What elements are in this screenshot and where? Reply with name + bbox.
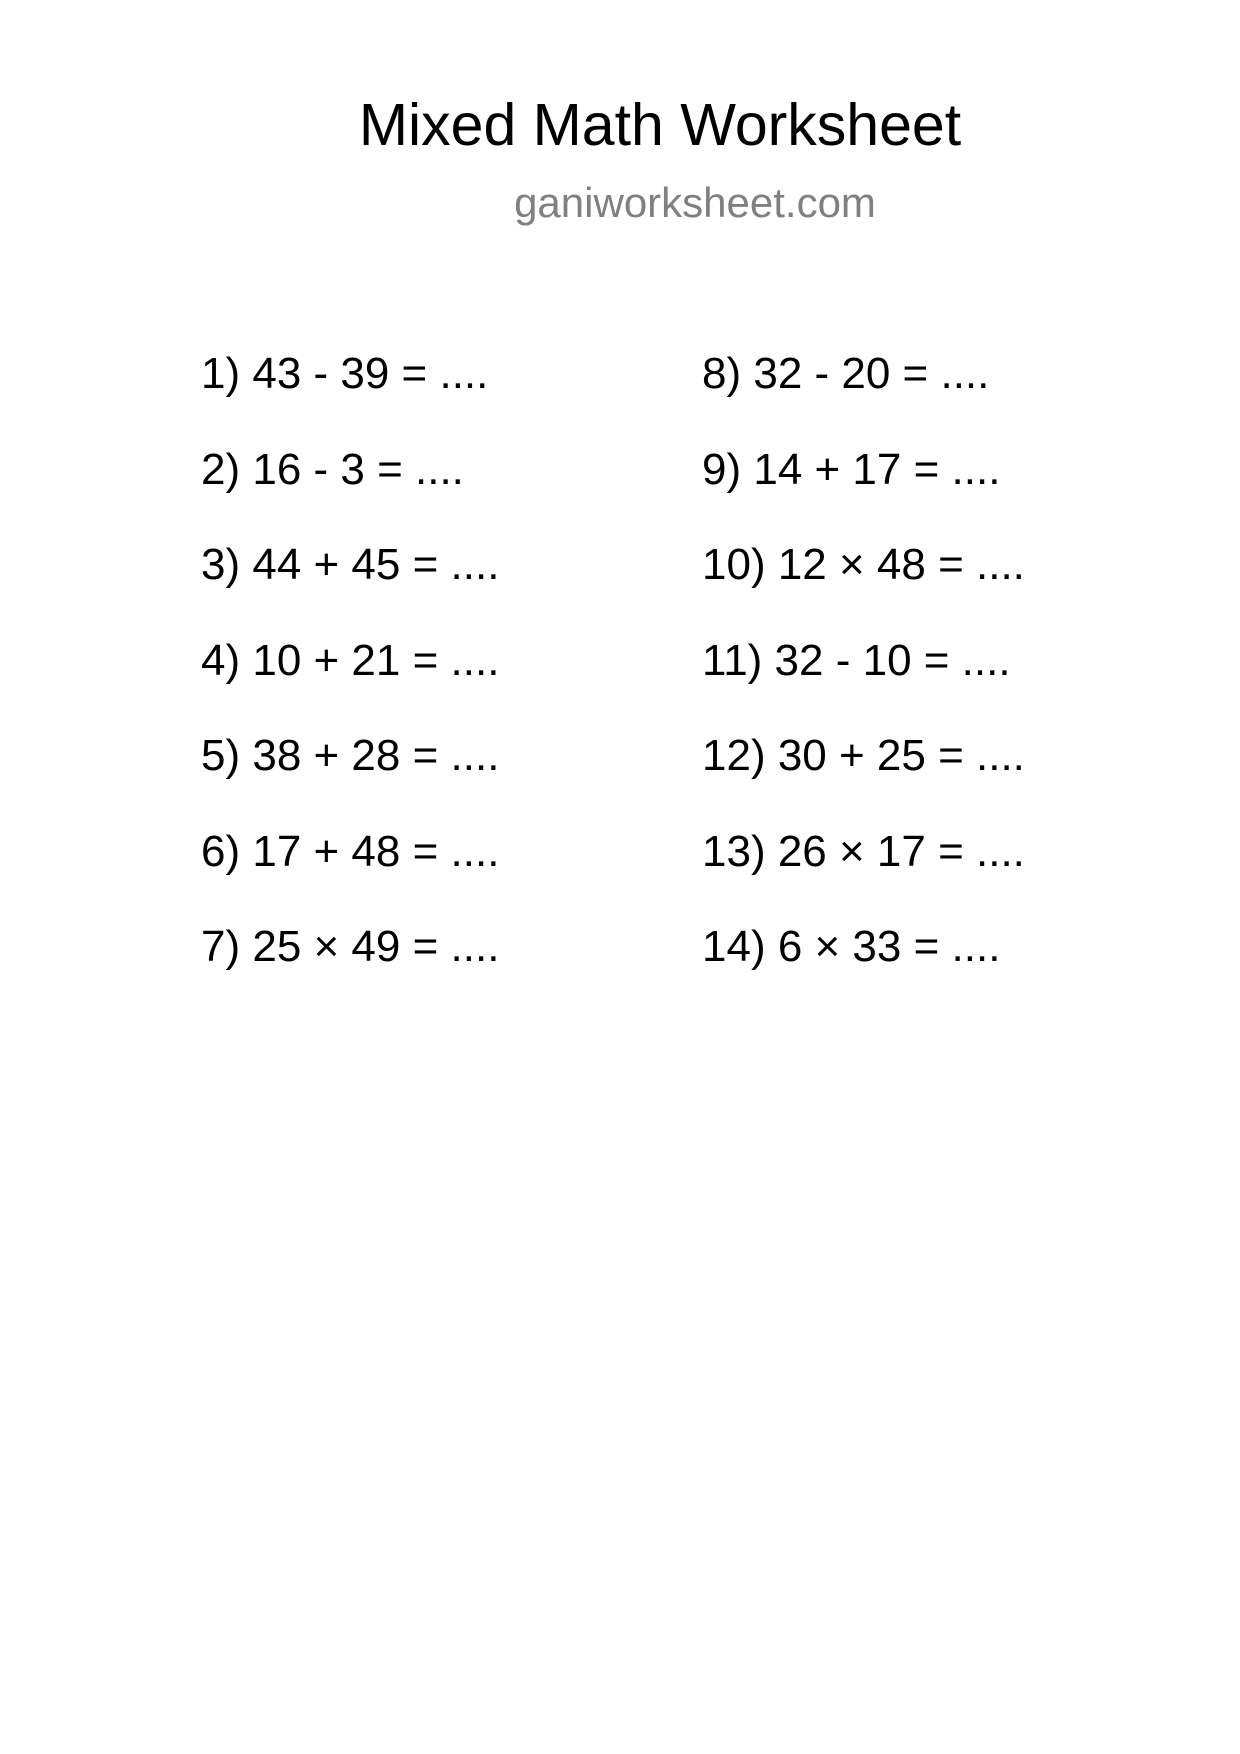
problem-4: 4) 10 + 21 = .... xyxy=(201,635,500,685)
problem-5: 5) 38 + 28 = .... xyxy=(201,731,500,780)
problem-6: 6) 17 + 48 = .... xyxy=(201,826,500,876)
website-url: ganiworksheet.com xyxy=(514,179,876,226)
problem-13: 13) 26 × 17 = .... xyxy=(702,826,1025,876)
right-problem-column xyxy=(702,349,1025,1021)
problem-10: 10) 12 × 48 = .... xyxy=(702,540,1025,589)
problem-11: 11) 32 - 10 = .... xyxy=(702,635,1011,685)
problem-14: 14) 6 × 33 = .... xyxy=(702,922,1001,971)
problem-3: 3) 44 + 45 = .... xyxy=(201,540,500,589)
problem-12: 12) 30 + 25 = .... xyxy=(702,731,1025,780)
problem-7: 7) 25 × 49 = .... xyxy=(201,922,500,971)
problem-9: 9) 14 + 17 = .... xyxy=(702,444,1001,494)
problem-1: 1) 43 - 39 = .... xyxy=(201,349,489,398)
problem-2: 2) 16 - 3 = .... xyxy=(201,444,464,494)
left-problem-column xyxy=(201,349,500,1021)
worksheet-title: Mixed Math Worksheet xyxy=(358,92,962,158)
problem-8: 8) 32 - 20 = .... xyxy=(702,349,990,398)
